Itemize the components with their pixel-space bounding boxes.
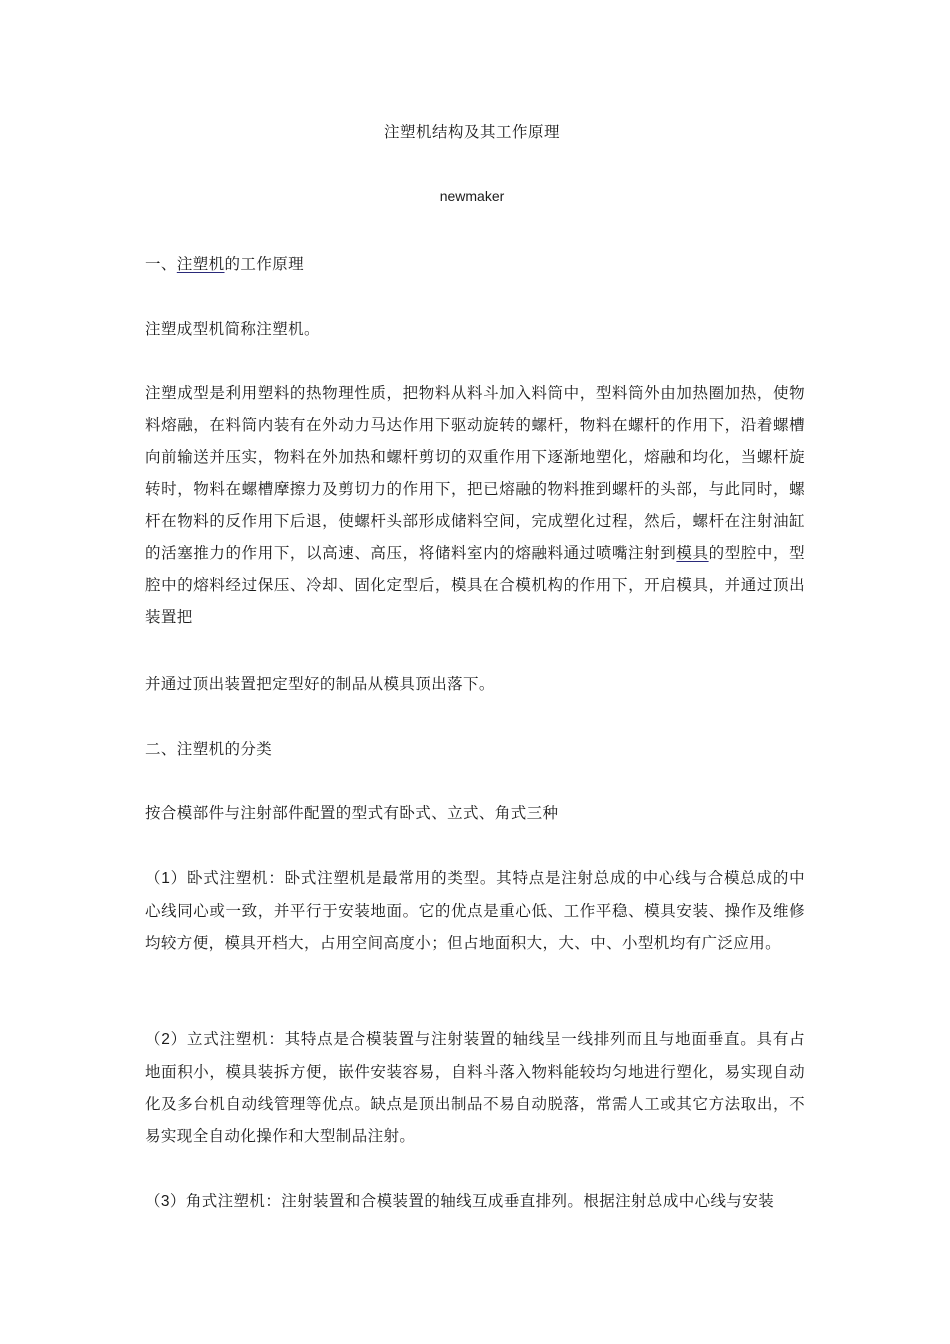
vertical-type-paragraph <box>145 1023 805 1152</box>
document-title: 注塑机结构及其工作原理 <box>383 123 560 141</box>
horizontal-type-paragraph <box>145 862 805 959</box>
document-author: newmaker <box>439 188 505 204</box>
principle-text-end: 的型腔中，型腔中的熔料经过保压、冷却、固化定型后，模具在合模机构的作用下，开启模具，并通过顶出装置把 <box>145 544 806 626</box>
heading-text: 的工作原理 <box>224 255 305 273</box>
principle-paragraph <box>145 377 805 633</box>
item-number: （2） <box>145 1031 187 1048</box>
ejection-paragraph: 并通过顶出装置把定型好的制品从模具顶出落下。 <box>145 675 495 693</box>
item-text: 卧式注塑机：卧式注塑机是最常用的类型。其特点是注射总成的中心线与合模总成的中心线同心或一致，并平行于安装地面。它的优点是重心低、工作平稳、模具安装、操作及维修均较方便，模具开档大，占用空间高度小；但占地面积大，大、中、小型机均有广泛应用。 <box>145 869 806 952</box>
intro-paragraph: 注塑成型机简称注塑机。 <box>145 320 320 338</box>
section-2-heading: 二、注塑机的分类 <box>145 740 273 758</box>
angle-type-paragraph <box>145 1185 805 1218</box>
link-mold[interactable]: 模具 <box>676 544 709 562</box>
item-number: （1） <box>145 870 187 887</box>
item-text: 立式注塑机：其特点是合模装置与注射装置的轴线呈一线排列而且与地面垂直。具有占地面积小，模具装拆方便，嵌件安装容易，自料斗落入物料能较均匀地进行塑化，易实现自动化及多台机自动线管理等优点。缺点是顶出制品不易自动脱落，常需人工或其它方法取出，不易实现全自动化操作和大型制品注射。 <box>145 1030 806 1145</box>
item-number: （3） <box>145 1193 186 1210</box>
heading-number: 一、 <box>145 255 177 273</box>
classification-paragraph: 按合模部件与注射部件配置的型式有卧式、立式、角式三种 <box>145 804 559 822</box>
principle-text-start: 注塑成型是利用塑料的热物理性质，把物料从料斗加入料筒中，型料筒外由加热圈加热，使物料熔融，在料筒内装有在外动力马达作用下驱动旋转的螺杆，物料在螺杆的作用下，沿着螺槽向前输送并压实，物料在外加热和螺杆剪切的双重作用下逐渐地塑化，熔融和均化，当螺杆旋转时，物料在螺槽摩擦力及剪切力的作用下，把已熔融的物料推到螺杆的头部，与此同时，螺杆在物料的反作用下后退，使螺杆头部形成储料空间，完成塑化过程，然后，螺杆在注射油缸的活塞推力的作用下，以高速、高压，将储料室内的熔融料通过喷嘴注射到 <box>145 384 805 562</box>
item-text: 角式注塑机：注射装置和合模装置的轴线互成垂直排列。根据注射总成中心线与安装 <box>185 1192 775 1210</box>
link-injection-machine[interactable]: 注塑机 <box>176 255 225 273</box>
section-1-heading <box>145 248 805 280</box>
